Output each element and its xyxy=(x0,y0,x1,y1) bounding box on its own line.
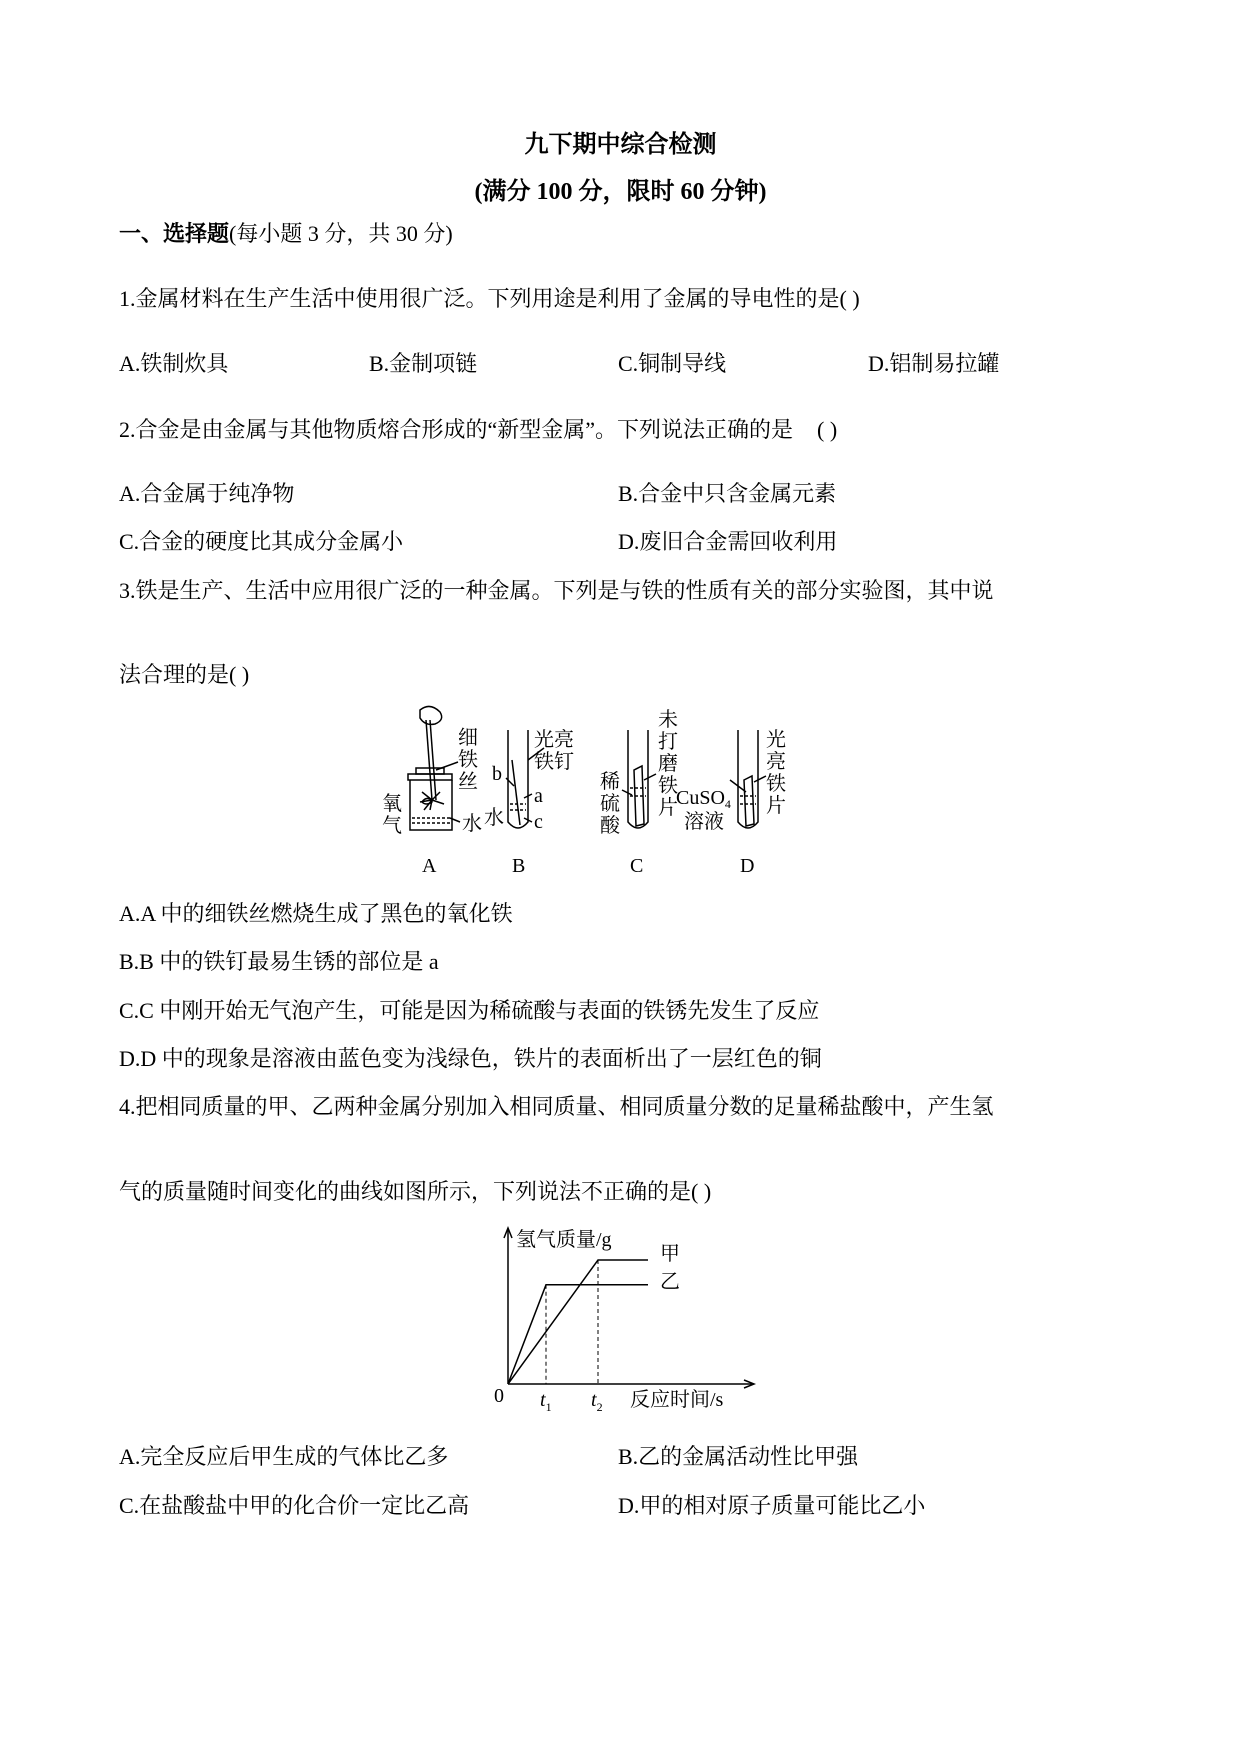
label-b-c: c xyxy=(534,811,543,833)
q3-option-c: C.C 中刚开始无气泡产生，可能是因为稀硫酸与表面的铁锈先发生了反应 xyxy=(119,998,820,1023)
series-label-yi: 乙 xyxy=(660,1271,680,1293)
label-c-acid-1: 稀 xyxy=(600,771,620,793)
answer-paren: ( ) xyxy=(817,417,838,442)
question-3-stem-line2 xyxy=(119,658,249,689)
label-c-acid-2: 硫 xyxy=(600,793,620,815)
label-c-sheet-1: 未 xyxy=(658,709,678,731)
q3-option-b: B.B 中的铁钉最易生锈的部位是 a xyxy=(119,949,439,974)
question-4-stem-line1: 4.把相同质量的甲、乙两种金属分别加入相同质量、相同质量分数的足量稀盐酸中，产生氢 xyxy=(119,1094,994,1119)
section-heading xyxy=(119,217,453,248)
label-b-a: a xyxy=(534,785,543,807)
label-b-nail-2: 铁钉 xyxy=(534,751,574,773)
q1-option-d: D.铝制易拉罐 xyxy=(868,351,1000,376)
question-1-text: 1.金属材料在生产生活中使用很广泛。下列用途是利用了金属的导电性的是 xyxy=(119,286,840,311)
hydrogen-mass-chart xyxy=(480,1222,780,1422)
label-a-gas-1: 氧 xyxy=(382,793,402,815)
chart-axes xyxy=(504,1228,754,1388)
experiment-d-tube xyxy=(730,730,766,828)
q2-option-c: C.合金的硬度比其成分金属小 xyxy=(119,529,404,554)
y-axis-label: 氢气质量/g xyxy=(516,1229,612,1251)
question-4-text: 气的质量随时间变化的曲线如图所示，下列说法不正确的是 xyxy=(119,1179,692,1204)
page-title: 九下期中综合检测 xyxy=(524,132,717,158)
label-b-nail-1: 光亮 xyxy=(534,729,574,751)
label-b-water: 水 xyxy=(484,807,504,829)
section-note: (每小题 3 分，共 30 分) xyxy=(229,221,453,246)
label-c-sheet-5: 片 xyxy=(658,797,678,819)
experiment-a-jar xyxy=(408,706,460,830)
series-label-jia: 甲 xyxy=(660,1243,680,1265)
page-subtitle: (满分 100 分，限时 60 分钟) xyxy=(474,179,767,205)
q4-option-a: A.完全反应后甲生成的气体比乙多 xyxy=(119,1444,449,1469)
q4-option-b: B.乙的金属活动性比甲强 xyxy=(618,1444,859,1469)
question-2-text: 2.合金是由金属与其他物质熔合形成的“新型金属”。下列说法正确的是 xyxy=(119,417,794,442)
label-d-sheet-2: 亮 xyxy=(766,751,786,773)
label-b-b: b xyxy=(492,763,502,785)
origin-label: 0 xyxy=(494,1385,504,1407)
label-d-sheet-3: 铁 xyxy=(766,773,786,795)
experiment-c-tube xyxy=(622,730,656,828)
label-c-sheet-2: 打 xyxy=(658,731,678,753)
q2-option-a: A.合金属于纯净物 xyxy=(119,481,295,506)
label-a-wire-2: 铁 xyxy=(458,749,478,771)
label-c-sheet-3: 磨 xyxy=(658,753,678,775)
label-a-gas-2: 气 xyxy=(382,815,402,837)
q3-option-d: D.D 中的现象是溶液由蓝色变为浅绿色，铁片的表面析出了一层红色的铜 xyxy=(119,1046,822,1071)
q1-option-b: B.金制项链 xyxy=(369,351,478,376)
answer-paren: ( ) xyxy=(691,1179,712,1204)
label-d-sheet-1: 光 xyxy=(766,729,786,751)
question-1-stem xyxy=(119,282,860,313)
label-b-letter: B xyxy=(512,855,526,877)
x-axis-label: 反应时间/s xyxy=(630,1389,724,1411)
label-d-sheet-4: 片 xyxy=(766,795,786,817)
curve-yi xyxy=(508,1285,648,1384)
tick-t1: $t_1$ xyxy=(540,1389,552,1414)
q2-option-b: B.合金中只含金属元素 xyxy=(618,481,837,506)
question-4-stem-line2 xyxy=(119,1175,711,1206)
label-a-wire-3: 丝 xyxy=(458,771,478,793)
curve-jia xyxy=(508,1260,648,1384)
q2-option-d: D.废旧合金需回收利用 xyxy=(618,529,838,554)
tick-t2: $t_2$ xyxy=(591,1389,603,1414)
label-a-water: 水 xyxy=(462,813,482,835)
label-c-acid-3: 酸 xyxy=(600,815,620,837)
label-d-solution-2: 溶液 xyxy=(684,811,724,833)
answer-paren: ( ) xyxy=(839,286,860,311)
section-title: 一、选择题 xyxy=(119,221,230,246)
label-c-sheet-4: 铁 xyxy=(658,775,678,797)
label-a-letter: A xyxy=(422,855,437,877)
label-d-letter: D xyxy=(740,855,755,877)
q3-option-a: A.A 中的细铁丝燃烧生成了黑色的氧化铁 xyxy=(119,901,513,926)
question-3-text: 法合理的是 xyxy=(119,662,230,687)
q4-option-c: C.在盐酸盐中甲的化合价一定比乙高 xyxy=(119,1493,470,1518)
q4-option-d: D.甲的相对原子质量可能比乙小 xyxy=(618,1493,926,1518)
label-a-wire-1: 细 xyxy=(458,727,478,749)
q1-option-c: C.铜制导线 xyxy=(618,351,727,376)
label-d-solution-1: CuSO$_4$ xyxy=(676,787,731,811)
question-3-stem-line1: 3.铁是生产、生活中应用很广泛的一种金属。下列是与铁的性质有关的部分实验图，其中说 xyxy=(119,578,994,603)
label-c-letter: C xyxy=(630,855,644,877)
q1-option-a: A.铁制炊具 xyxy=(119,351,229,376)
iron-experiment-figure xyxy=(360,700,880,880)
answer-paren: ( ) xyxy=(229,662,250,687)
question-2-stem xyxy=(119,413,837,444)
